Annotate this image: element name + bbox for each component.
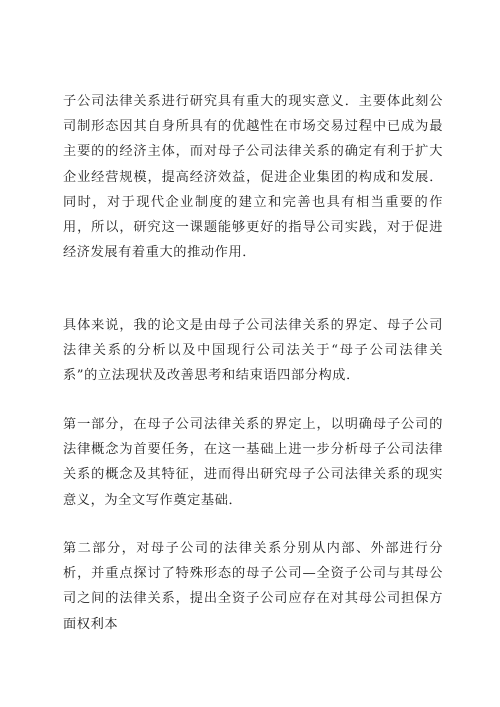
paragraph-research-significance: 子公司法律关系进行研究具有重大的现实意义．主要体此刻公司制形态因其自身所具有的优越性在市场交易过程中已成为最主要的的经济主体，而对母子公司法律关系的确定有利于扩大企业经营规模，提高经济效益，促进企业集团的构成和发展．同时，对于现代企业制度的建立和完善也具有相当重要的作用，所以，研究这一课题能够更好的指导公司实践，对于促进经济发展有着重大的推动作用． — [63, 94, 443, 261]
paragraph-part-two: 第二部分，对母子公司的法律关系分别从内部、外部进行分析，并重点探讨了特殊形态的母子公司—全资子公司与其母公司之间的法律关系，提出全资子公司应存在对其母公司担保方面权利本 — [63, 541, 443, 632]
paragraph-thesis-structure: 具体来说，我的论文是由母子公司法律关系的界定、母子公司法律关系的分析以及中国现行公司法关于“母子公司法律关系”的立法现状及改善思考和结束语四部分构成． — [63, 318, 443, 384]
paragraph-part-one: 第一部分，在母子公司法律关系的界定上，以明确母子公司的法律概念为首要任务，在这一基础上进一步分析母子公司法律关系的概念及其特征，进而得出研究母子公司法律关系的现实意义，为全文写作奠定基础． — [63, 417, 443, 508]
